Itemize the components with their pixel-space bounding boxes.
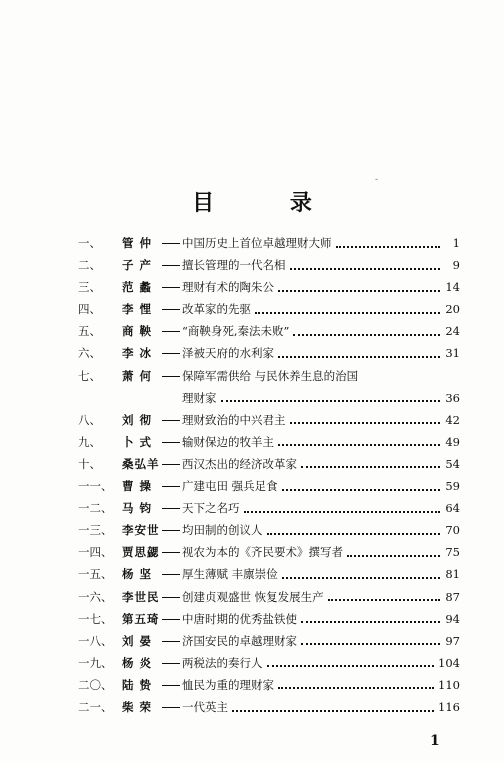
toc-entry-name: 第五琦: [122, 611, 160, 626]
toc-entry-name: 刘 晏: [122, 633, 153, 648]
toc-entry-number: 一九、: [78, 655, 113, 670]
toc-entry-description: 理财有术的陶朱公: [182, 280, 274, 295]
toc-entry-page: 49: [445, 434, 460, 449]
toc-entry-number: 四、: [78, 302, 101, 317]
toc-entry-description: 中唐时期的优秀盐铁使: [182, 611, 297, 626]
toc-entry-name: 刘 彻: [122, 412, 153, 427]
toc-entry-body: [182, 232, 460, 254]
toc-entry-number: 二、: [78, 258, 101, 273]
toc-entry-description: 两税法的奏行人: [182, 655, 263, 670]
dot-leader: [290, 421, 441, 424]
toc-entry-page: 9: [452, 258, 460, 273]
page-number: 1: [430, 733, 440, 749]
toc-entry-body: [182, 696, 460, 718]
toc-entry: [78, 696, 460, 718]
toc-entry-page: 104: [438, 655, 460, 670]
toc-entry-name: 杨 炎: [122, 655, 153, 670]
toc-entry-body: [182, 276, 460, 298]
dot-leader: [282, 576, 440, 579]
toc-entry-page: 1: [452, 236, 460, 250]
toc-entry-body: [182, 630, 460, 652]
dot-leader: [278, 289, 440, 292]
toc-entry-description: 改革家的先驱: [182, 302, 251, 317]
toc-entry-description: “商鞅身死,秦法未败”: [182, 324, 290, 339]
toc-entry-number: 一一、: [78, 479, 113, 494]
toc-entry-name: 贾思勰: [122, 545, 160, 560]
toc-entry-name: 陆 贽: [122, 677, 153, 692]
dot-leader: [328, 598, 440, 601]
toc-entry: [78, 674, 460, 696]
toc-entry-description: 一代英主: [182, 699, 228, 714]
toc-entry: [78, 409, 460, 431]
toc-entry-name: 萧 何: [122, 368, 153, 383]
toc-entry-description: 擅长管理的一代名相: [182, 258, 286, 273]
toc-entry-name: 李安世: [122, 523, 160, 538]
toc-entry-number: 六、: [78, 346, 101, 361]
toc-entry-page: 97: [445, 633, 460, 648]
toc-entry-body: [182, 365, 460, 387]
toc-entry-name: 子 产: [122, 258, 153, 273]
toc-entry: [78, 298, 460, 320]
dot-leader: [232, 709, 434, 712]
toc-entry-page: 81: [445, 567, 460, 582]
toc-entry-body: [182, 320, 460, 342]
toc-entry-name: 桑弘羊: [122, 456, 160, 471]
dot-leader: [282, 488, 440, 491]
dot-leader: [278, 686, 434, 689]
toc-entry: [78, 254, 460, 276]
toc-entry-number: 一二、: [78, 501, 113, 516]
toc-entry-description: 西汉杰出的经济改革家: [182, 456, 297, 471]
dot-leader: [336, 245, 441, 248]
toc-entry-name: 杨 坚: [122, 567, 153, 582]
toc-entry: [78, 586, 460, 608]
toc-entry-body: [182, 254, 460, 276]
dot-leader: [278, 443, 440, 446]
dot-leader: [290, 267, 441, 270]
toc-entry-description: 理财致治的中兴君主: [182, 412, 286, 427]
toc-entry-name: 范 蠡: [122, 280, 153, 295]
toc-entry-page: 87: [445, 589, 460, 604]
toc-entry: [78, 475, 460, 497]
dot-leader: [278, 355, 440, 358]
toc-entry-body: [182, 541, 460, 563]
toc-entry: [78, 630, 460, 652]
toc-entry-body: [182, 652, 460, 674]
toc-entry-number: 一五、: [78, 567, 113, 582]
toc-entry-description: 理财家: [182, 390, 217, 405]
page-title: 目 录: [192, 190, 346, 216]
toc-entry-description: 视农为本的《齐民要术》撰写者: [182, 545, 343, 560]
toc-entry-page: 54: [445, 456, 460, 471]
dot-leader: [347, 554, 440, 557]
toc-entry: [78, 453, 460, 475]
toc-entry-description: 泽被天府的水利家: [182, 346, 274, 361]
scan-speck: -: [375, 175, 379, 185]
toc-entry-page: 59: [445, 479, 460, 494]
toc-entry: [78, 608, 460, 630]
toc-entry: [78, 387, 460, 409]
toc-entry-page: 110: [438, 677, 460, 692]
toc-entry-description: 厚生薄赋 丰廪崇俭: [182, 567, 278, 582]
toc-entry-body: [182, 674, 460, 696]
toc-entry-description: 恤民为重的理财家: [182, 677, 274, 692]
dot-leader: [267, 532, 441, 535]
toc-entry-page: 14: [445, 280, 460, 295]
toc-entry-description: 天下之名巧: [182, 501, 240, 516]
toc-entry-page: 36: [445, 390, 460, 405]
toc-entry: [78, 541, 460, 563]
dot-leader: [221, 399, 441, 402]
toc-entry-page: 70: [445, 523, 460, 538]
toc-entry: [78, 276, 460, 298]
toc-entry-number: 七、: [78, 368, 101, 383]
toc-entry: [78, 563, 460, 585]
toc-entry-body: [182, 453, 460, 475]
toc-entry-body: [182, 431, 460, 453]
toc-entry-description: 创建贞观盛世 恢复发展生产: [182, 589, 324, 604]
toc-entry-description: 均田制的创议人: [182, 523, 263, 538]
dot-leader: [255, 311, 440, 314]
toc-entry-number: 一七、: [78, 611, 113, 626]
toc-entry-body: [182, 298, 460, 320]
toc-entry-name: 商 鞅: [122, 324, 153, 339]
toc-entry-number: 八、: [78, 412, 101, 427]
dot-leader: [244, 510, 441, 513]
toc-entry-number: 一八、: [78, 633, 113, 648]
toc-entry-number: 三、: [78, 280, 101, 295]
toc-entry-name: 李 冰: [122, 346, 153, 361]
toc-entry: [78, 652, 460, 674]
toc-entry-name: 马 钧: [122, 501, 153, 516]
toc-entry: [78, 232, 460, 254]
toc-entry-description: 济国安民的卓越理财家: [182, 633, 297, 648]
toc-entry: [78, 497, 460, 519]
dot-leader: [301, 642, 440, 645]
toc-entry-description: 中国历史上首位卓越理财大师: [182, 236, 332, 250]
toc-entry: [78, 431, 460, 453]
toc-entry-body: [182, 409, 460, 431]
toc-entry-number: 二〇、: [78, 677, 113, 692]
toc-entry-number: 五、: [78, 324, 101, 339]
dot-leader: [301, 465, 440, 468]
toc-entry-body: [182, 519, 460, 541]
toc-entry-number: 一三、: [78, 523, 113, 538]
toc-entry-number: 十、: [78, 456, 101, 471]
toc-entry-page: 75: [445, 545, 460, 560]
toc-entry-page: 20: [445, 302, 460, 317]
toc-entry-name: 管 仲: [122, 236, 153, 250]
toc-entry-body: [182, 608, 460, 630]
toc-entry-body: [182, 387, 460, 409]
dot-leader: [267, 664, 435, 667]
toc-entry-body: [182, 342, 460, 364]
toc-entry-name: 李 悝: [122, 302, 153, 317]
toc-entry: [78, 342, 460, 364]
toc-entry-page: 24: [445, 324, 460, 339]
toc-entry-name: 卜 式: [122, 434, 153, 449]
toc-entry-page: 116: [438, 699, 460, 714]
toc-entry-page: 42: [445, 412, 460, 427]
toc-entry-description: 输财保边的牧羊主: [182, 434, 274, 449]
toc-entry-number: 一六、: [78, 589, 113, 604]
toc-entry-body: [182, 563, 460, 585]
toc-entry-name: 柴 荣: [122, 699, 153, 714]
dot-leader: [293, 333, 440, 336]
toc-entry-number: 二一、: [78, 699, 113, 714]
toc-entry-number: 一四、: [78, 545, 113, 560]
toc-entry-number: 九、: [78, 434, 101, 449]
toc-entry: [78, 519, 460, 541]
toc-entry-name: 曹 操: [122, 479, 153, 494]
toc-entry-body: [182, 586, 460, 608]
toc-entry-body: [182, 497, 460, 519]
toc-entry-description: 保障军需供给 与民休养生息的治国: [182, 368, 359, 383]
dot-leader: [301, 620, 440, 623]
toc-entry-page: 31: [445, 346, 460, 361]
toc-entry-description: 广建屯田 强兵足食: [182, 479, 278, 494]
toc-entry-body: [182, 475, 460, 497]
toc-entry: [78, 365, 460, 387]
table-of-contents: [78, 232, 460, 718]
toc-entry-number: 一、: [78, 236, 101, 250]
toc-entry-page: 64: [445, 501, 460, 516]
toc-entry: [78, 320, 460, 342]
toc-entry-page: 94: [445, 611, 460, 626]
toc-entry-name: 李世民: [122, 589, 160, 604]
